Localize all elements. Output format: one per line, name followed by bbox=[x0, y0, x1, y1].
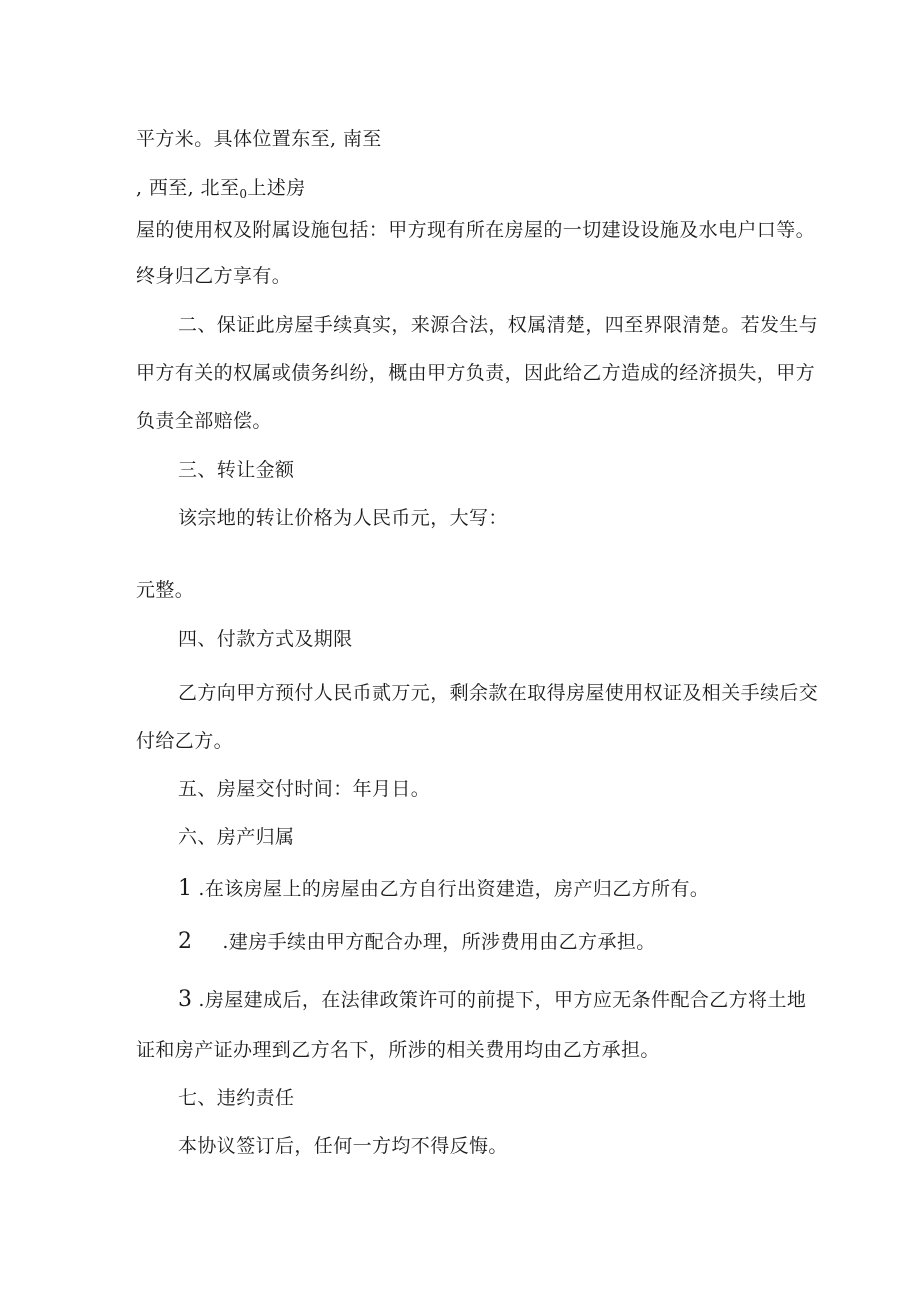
section6-item-3-continuation: 证和房产证办理到乙方名下，所涉的相关费用均由乙方承担。 bbox=[136, 1039, 660, 1061]
section7-line-1: 本协议签订后，任何一方均不得反悔。 bbox=[178, 1135, 508, 1157]
intro-line-2-part-b: 上述房 bbox=[247, 177, 306, 199]
section2-line-2: 甲方有关的权属或债务纠纷，概由甲方负责，因此给乙方造成的经济损失，甲方 bbox=[136, 362, 816, 384]
item-text: .房屋建成后，在法律政策许可的前提下，甲方应无条件配合乙方将土地 bbox=[198, 989, 807, 1011]
section6-item-1 bbox=[178, 877, 709, 901]
intro-line-3: 屋的使用权及附属设施包括：甲方现有所在房屋的一切建设设施及水电户口等。 bbox=[136, 219, 816, 241]
section3-line-1: 该宗地的转让价格为人民币元，大写： bbox=[178, 507, 508, 529]
section3-line-2: 元整。 bbox=[136, 579, 195, 601]
section7-heading: 七、违约责任 bbox=[178, 1087, 295, 1109]
section6-heading: 六、房产归属 bbox=[178, 826, 295, 848]
intro-line-1: 平方米。具体位置东至, 南至 bbox=[136, 128, 382, 150]
section4-line-1: 乙方向甲方预付人民币贰万元，剩余款在取得房屋使用权证及相关手续后交 bbox=[178, 682, 819, 704]
section6-item-2 bbox=[178, 930, 656, 954]
item-number: 2 bbox=[178, 929, 193, 954]
item-number: 1 bbox=[178, 876, 193, 901]
section4-line-2: 付给乙方。 bbox=[136, 730, 234, 752]
section6-item-3 bbox=[178, 988, 806, 1012]
section4-heading: 四、付款方式及期限 bbox=[178, 628, 353, 650]
section2-line-3: 负责全部赔偿。 bbox=[136, 410, 272, 432]
section2-line-1: 二、保证此房屋手续真实，来源合法，权属清楚，四至界限清楚。若发生与 bbox=[178, 314, 819, 336]
intro-line-4: 终身归乙方享有。 bbox=[136, 265, 292, 287]
section3-heading: 三、转让金额 bbox=[178, 459, 295, 481]
intro-line-2 bbox=[136, 176, 306, 206]
item-text: .在该房屋上的房屋由乙方自行出资建造，房产归乙方所有。 bbox=[198, 878, 710, 900]
intro-line-2-part-a: , 西至, 北至 bbox=[136, 177, 240, 199]
item-number: 3 bbox=[178, 987, 193, 1012]
intro-line-2-subscript: 0 bbox=[239, 187, 248, 201]
section5-heading: 五、房屋交付时间：年月日。 bbox=[178, 778, 431, 800]
item-text: .建房手续由甲方配合办理，所涉费用由乙方承担。 bbox=[222, 931, 656, 953]
